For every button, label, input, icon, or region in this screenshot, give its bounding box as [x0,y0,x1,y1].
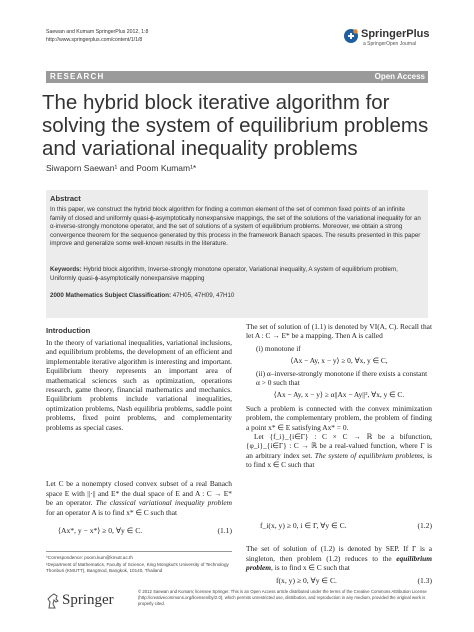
keywords-text: Hybrid block algorithm, Inverse-strongly monotone operator, Variational inequality, A system of equilibrium problem, Uniformly quasi-ϕ-asymptotically nonexpansive mapping [50,266,398,282]
body-text: Let {f_i}_{i∈Γ} : C × C → ℝ be a bifunction, {φ_i}_{i∈Γ} : C → ℝ be a real-valued function, where Γ is an arbitrary index set. [246,432,432,460]
body-text: The set of solution of (1.1) is denoted by VI(A, C). Recall that let A : C → E* be a mapping. Then A is called [246,322,432,341]
introduction-heading: Introduction [46,326,91,335]
keywords [50,266,422,283]
author-list: Siwaporn Saewan¹ and Poom Kumam¹* [46,163,197,173]
springer-horse-icon [46,593,60,609]
equation-inverse-strongly: ⟨Ax − Ay, x − y⟩ ≥ α||Ax − Ay||², ∀x, y ∈ C. [273,390,405,400]
equation-1-3 [246,576,432,585]
body-text: Such a problem is connected with the convex minimization problem, the complementary problem, the problem of finding a point x* ∈ E satisfying Ax* = 0. [246,403,432,432]
affiliation: ¹Department of Mathematics, Faculty of Science, King Mongkut's University of Technology Thonburi (KMUTT), Bangmod, Bangkok, 10140, Thailand [46,561,229,574]
equation-body: ⟨Ax*, y − x*⟩ ≥ 0, ∀y ∈ C. [58,526,143,535]
intro-text: for an operator A is to find x* ∈ C such that [46,507,178,517]
equation-number: (1.2) [417,521,432,530]
equation-1-1 [46,526,232,535]
equation-monotone: ⟨Ax − Ay, x − y⟩ ≥ 0, ∀x, y ∈ C, [290,356,388,366]
intro-text: Let C be a nonempty closed convex subset of a real Banach space E with ||·|| and E* the dual space of E and A : C → E* be an operator. [46,479,232,508]
abstract-text: In this paper, we construct the hybrid block algorithm for finding a common element of the set of common fixed points of an infinite family of closed and uniformly quasi-ϕ-asymptotically nonexpansive mappings, the set of the solutions of the variational inequality for an α-inverse-strongly monotone operator, and the set of solutions of a system of equilibrium problems. Moreover, we obtain a strong convergence theorem for the sequence generated by this process in the framework Banach spaces. The results presented in this paper improve and generalize some well-known results in the literature. [50,206,421,248]
body-text: The set of solution of (1.2) is denoted by SEP. If Γ is a singleton, then problem (1.2) reduces to the [246,544,432,563]
journal-tagline: a SpringerOpen Journal [363,41,417,47]
term-system-equilibrium: The system of equilibrium problems [314,450,423,460]
intro-text: In the theory of variational inequalities, variational inclusions, and equilibrium problems, the development of an efficient and implementable iterative algorithm is interesting and important. Equilibrium theory represents an important area of mathematical sciences such as optimization, operations research, game theory, financial mathematics and mechanics. Equilibrium problems include variational inequalities, optimization problems, Nash equilibria problems, saddle point problems, fixed point problems, and complementarity problems as special cases. [46,338,232,432]
equation-1-2 [246,521,432,530]
msc-label: 2000 Mathematics Subject Classification: [50,292,172,299]
equation-number: (1.3) [417,576,432,585]
right-column [246,322,432,470]
intro-paragraph-1 [46,338,232,432]
msc-classification [50,292,422,299]
body-text: , is to find x ∈ C such that [271,563,350,573]
copyright-notice: © 2012 Saewan and Kumam; licensee Springer. This is an Open Access article distributed under the terms of the Creative Commons Attribution License (http://creativecommons.org/licenses/by/2.0), which permits unrestricted use, distribution, and reproduction in any medium, provided the original work is properly cited. [138,589,427,607]
publisher-name: Springer [62,592,114,608]
equation-body: f(x, y) ≥ 0, ∀y ∈ C. [276,576,337,585]
journal-logo[interactable] [343,27,443,55]
equation-body: f_i(x, y) ≥ 0, i ∈ Γ, ∀y ∈ C. [260,521,347,530]
springerplus-logo-icon [343,28,359,44]
article-title: The hybrid block iterative algorithm for solving the system of equilibrium problems and variational inequality problems [42,91,429,160]
definition-item-1: (i) monotone if [256,343,301,353]
keywords-label: Keywords: [50,266,82,273]
journal-name: SpringerPlus [361,28,430,40]
body-text: , is to find x ∈ C such that [246,450,432,470]
correspondence-email[interactable]: *Correspondence: poom.kum@kmutt.ac.th [46,555,133,560]
right-column-continued [246,537,432,580]
definition-item-2: (ii) α–inverse-strongly monotone if there exists a constant α > 0 such that [256,368,428,388]
publisher-logo[interactable] [46,592,136,612]
equation-number: (1.1) [217,526,232,535]
abstract-box [46,190,428,318]
footnotes [46,555,232,575]
citation-line: Saewan and Kumam SpringerPlus 2012, 1:8 [46,29,149,35]
footnote-divider [46,551,232,552]
msc-codes: 47H05, 47H09, 47H10 [172,292,235,299]
article-url[interactable]: http://www.springerplus.com/content/1/1/8 [46,37,143,43]
abstract-heading: Abstract [50,194,81,203]
term-equilibrium-problem: equilibrium problem [246,553,432,573]
article-type-label: RESEARCH [50,72,105,81]
section-bar [46,71,428,83]
open-access-label: Open Access [374,72,425,81]
term-variational-inequality: The classical variational inequality problem [95,498,232,508]
intro-paragraph-2 [46,472,232,524]
